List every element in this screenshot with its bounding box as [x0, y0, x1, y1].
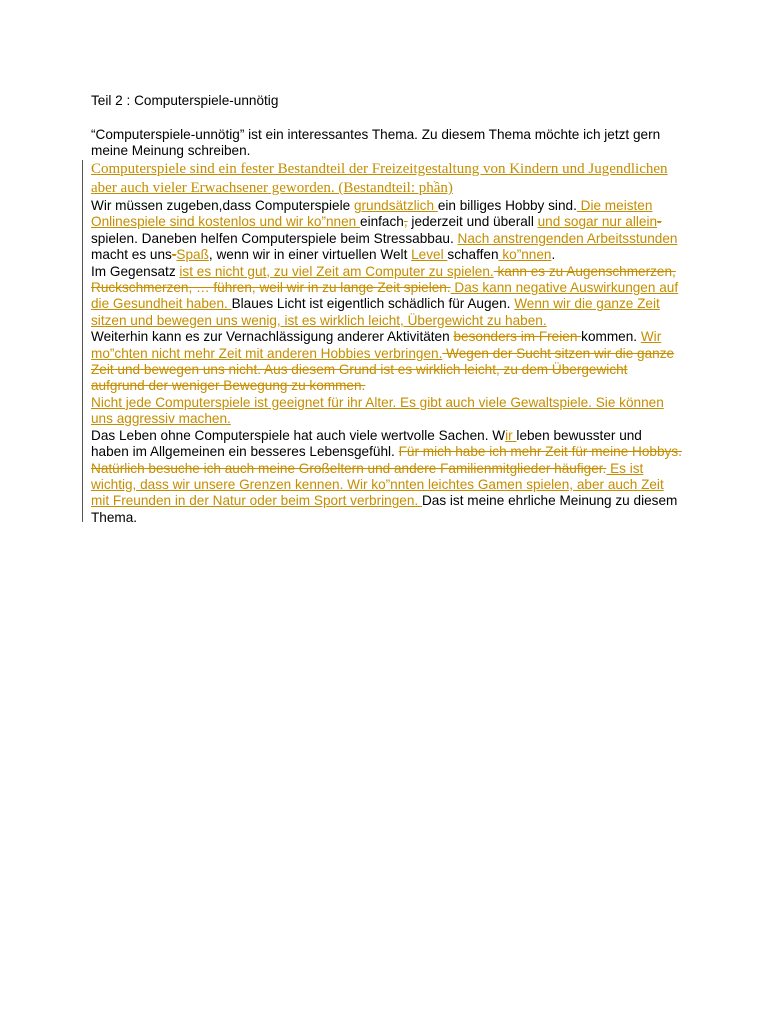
deleted-text: kann es zu Augenschmerzen, Ruckschmerzen, … führen, weil wir in zu lange Zeit spielen. [91, 263, 676, 296]
deleted-text: Wegen der Sucht sitzen wir die ganze Zeit und bewegen uns nicht. Aus diesem Grund ist es wirklich leicht, zu dem Übergewicht aufgrund der weniger Bewegung zu kommen. [91, 345, 675, 394]
deleted-text: Für mich habe ich mehr Zeit für meine Hobbys. Natürlich besuche ich auch meine Großeltern und andere Familienmitglieder häufiger. [91, 444, 682, 476]
deleted-text: besonders im Freien [453, 329, 582, 345]
paragraph [91, 198, 683, 264]
paragraph [91, 264, 683, 330]
inserted-text: Spaß [176, 247, 209, 263]
inserted-text: Wir mo”chten nicht mehr Zeit mit anderen Hobbies verbringen. [91, 329, 662, 361]
body-text: spielen. Daneben helfen Computerspiele beim Stressabbau. [91, 230, 458, 246]
inserted-text: ir [505, 427, 517, 443]
body-text: leben bewusster und haben im Allgemeinen ein besseres Lebensgefühl. [91, 427, 642, 460]
inserted-text: Computerspiele sind ein fester Bestandteil der Freizeitgestaltung von Kindern und Jugendlichen aber auch vieler Erwachsener geworden. (Bestandteil: phần) [91, 161, 668, 196]
body-text: , wenn wir in einer virtuellen Welt [208, 247, 412, 263]
document-title: Teil 2 : Computerspiele-unnötig [91, 93, 279, 108]
revision-change-bar [82, 160, 83, 522]
body-text: ein billiges Hobby sind. [437, 198, 577, 213]
inserted-text: Es ist wichtig, dass wir unsere Grenzen kennen. Wir ko”nnten leichtes Gamen spielen, aber auch Zeit mit Freunden in der Natur oder beim Sport verbringen. [91, 460, 664, 509]
inserted-text: ko”nnen [498, 247, 552, 263]
body-text: kommen. [581, 329, 641, 345]
body-text: Weiterhin kann es zur Vernachlässigung anderer Aktivitäten [91, 329, 454, 345]
body-text: Das ist meine ehrliche Meinung zu diesem Thema. [91, 493, 678, 525]
paragraph [91, 160, 683, 198]
body-text: Blaues Licht ist eigentlich schädlich für Augen. [231, 296, 515, 312]
deleted-text: - [171, 247, 177, 263]
body-text: macht es uns [91, 247, 172, 263]
body-text: Das Leben ohne Computerspiele hat auch viele wertvolle Sachen. W [91, 427, 506, 443]
inserted-text: grundsätzlich [353, 198, 438, 213]
body-text: Wir müssen zugeben,dass Computerspiele [91, 198, 354, 213]
inserted-text: Wenn wir die ganze Zeit sitzen und bewegen uns wenig, ist es wirklich leicht, Übergewicht zu haben. [91, 296, 660, 328]
inserted-text: Das kann negative Auswirkungen auf die Gesundheit haben. [91, 280, 679, 312]
deleted-text: - [657, 214, 662, 230]
inserted-text: ist es nicht gut, zu viel Zeit am Computer zu spielen. [179, 263, 494, 279]
intro-paragraph: “Computerspiele-unnötig” ist ein interessantes Thema. Zu diesem Thema möchte ich jetzt gern meine Meinung schreiben. [91, 127, 661, 159]
deleted-text: , [403, 214, 408, 230]
document-body [91, 160, 683, 526]
body-text: Im Gegensatz [91, 263, 180, 279]
body-text: jederzeit und überall [407, 214, 538, 230]
inserted-text: Die meisten Onlinespiele sind kostenlos und wir ko”nnen [91, 198, 653, 230]
paragraph [91, 395, 683, 428]
body-text: einfach [360, 214, 404, 230]
inserted-text: Nicht jede Computerspiele ist geeignet für ihr Alter. Es gibt auch viele Gewaltspiele. Sie können uns aggressiv machen. [91, 394, 664, 427]
inserted-text: und sogar nur allein [537, 214, 658, 230]
paragraph [91, 428, 683, 526]
inserted-text: Nach anstrengenden Arbeitsstunden [457, 230, 678, 246]
paragraph [91, 329, 683, 395]
body-text: . [551, 247, 556, 263]
body-text: schaffen [447, 247, 499, 263]
inserted-text: Level [411, 247, 448, 263]
